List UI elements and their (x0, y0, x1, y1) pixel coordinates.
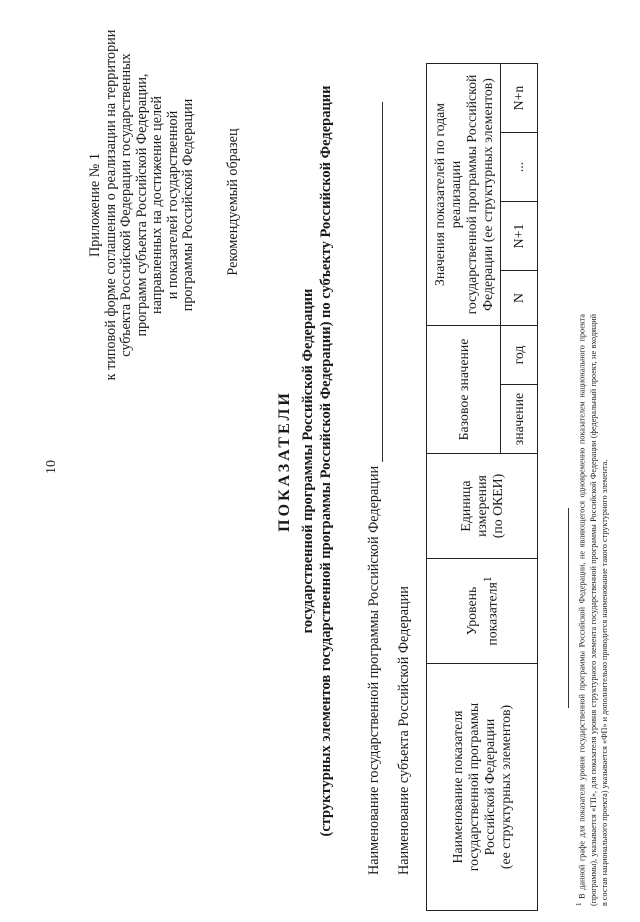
document-subtitle: государственной программы Российской Федерации (300, 288, 316, 634)
header-text: Наименование показателя (450, 710, 465, 864)
header-base-value-amount: значение (501, 385, 538, 454)
header-text: (ее структурных элементов) (498, 704, 513, 870)
annex-line: и показателей государственной (164, 110, 181, 300)
header-base-year: год (501, 326, 538, 385)
header-year-nn: N+n (501, 64, 538, 133)
header-text: Уровень (463, 586, 479, 636)
table-header-row (427, 64, 501, 911)
header-text (480, 563, 501, 659)
header-text: измерения (474, 475, 489, 537)
header-text: Федерации (ее структурных элементов) (479, 78, 495, 311)
annex-line: к типовой форме соглашения о реализации на территории (102, 29, 119, 381)
document-subtitle: (структурных элементов государственной программы Российской Федерации) по субъекту Российской Федерации (318, 85, 334, 837)
footnote-text: В данной графе для показателя уровня государственной программы Российской Федерации, не являющегося одновременно показателем национального проекта (программы), указывается «ГП», для показателя уровня структурного элемента государственной программы Российской Федерации (федеральный проект, не входящий в состав национального проекта) указывается «ФП» и дополнительно приводится наименование такого структурного элемента. (577, 313, 609, 906)
program-name-label: Наименование государственной программы Российской Федерации (366, 465, 382, 875)
header-base-value: Базовое значение (427, 326, 501, 454)
header-unit (427, 454, 538, 559)
header-text: Единица (458, 480, 473, 532)
header-indicator-name (427, 664, 538, 911)
header-text: государственной программы (466, 702, 481, 872)
header-level (427, 559, 538, 664)
program-name-line (368, 102, 383, 462)
annex-header (88, 25, 197, 385)
footnote-marker: 1 (575, 902, 583, 906)
annex-line: субъекта Российской Федерации государственных (118, 53, 134, 357)
header-text: Российской Федерации (482, 718, 497, 856)
header-text: Значения показателей по годам реализации (431, 102, 463, 287)
program-name-field (366, 102, 383, 875)
annex-line: программы Российской Федерации (180, 98, 196, 312)
header-year-ellipsis: ... (501, 133, 538, 202)
subject-name-field (396, 583, 413, 875)
document-title: ПОКАЗАТЕЛИ (276, 390, 293, 532)
footnote-ref: 1 (481, 576, 494, 583)
subject-name-label: Наименование субъекта Российской Федерации (396, 586, 412, 875)
annex-line: направленных на достижение целей (149, 96, 165, 314)
sample-label: Рекомендуемый образец (225, 128, 241, 276)
header-year-values (427, 64, 501, 326)
header-text: показателя (484, 582, 500, 646)
page-number: 10 (44, 460, 59, 474)
annex-line: Приложение № 1 (87, 153, 103, 257)
header-year-n: N (501, 271, 538, 326)
footnote-divider (568, 508, 569, 708)
annex-line: программ субъекта Российской Федерации, (133, 73, 150, 337)
header-text: (по ОКЕИ) (490, 473, 505, 539)
header-text: государственной программы Российской (463, 74, 479, 315)
footnote (574, 314, 610, 906)
header-year-n1: N+1 (501, 202, 538, 271)
indicators-table (426, 63, 538, 911)
